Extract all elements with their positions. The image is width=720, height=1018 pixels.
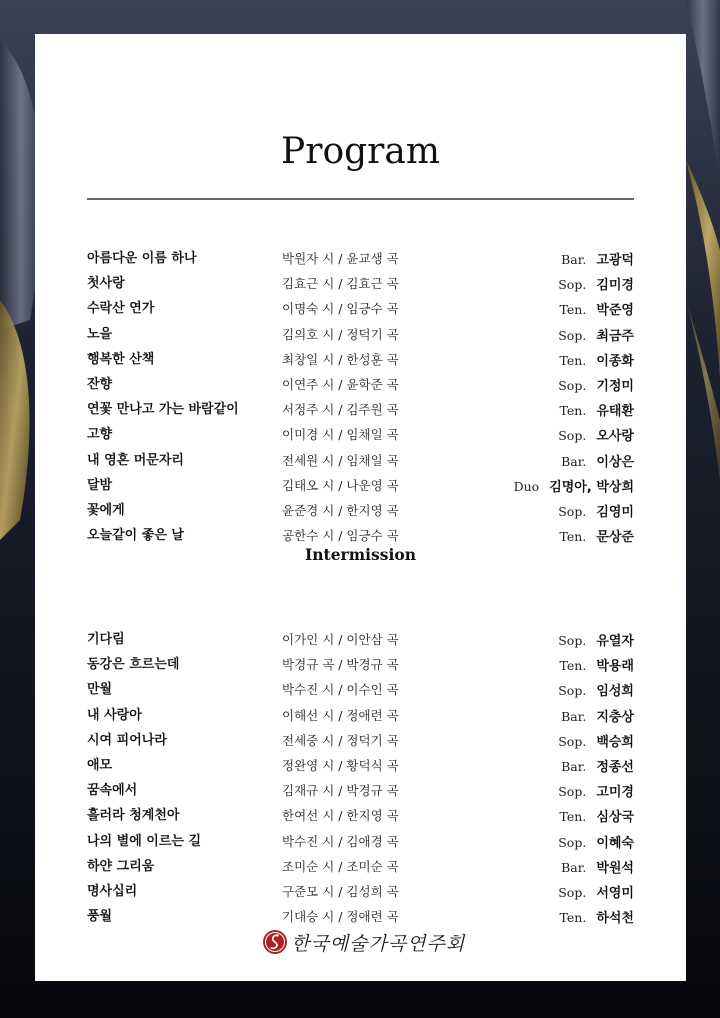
organization-logo bbox=[262, 924, 465, 960]
voice-type: Sop. bbox=[558, 784, 587, 800]
program-row bbox=[35, 879, 686, 904]
song-title: 흘러라 청계천아 bbox=[87, 808, 180, 824]
performer bbox=[558, 627, 634, 654]
performer bbox=[558, 829, 634, 856]
program-row bbox=[35, 448, 686, 473]
singer-name: 최금주 bbox=[596, 328, 634, 344]
poet-composer-credit: 전세중 시 / 정덕기 곡 bbox=[282, 732, 399, 748]
singer-name: 오사랑 bbox=[596, 429, 634, 445]
song-title: 애모 bbox=[87, 757, 113, 773]
poet-composer-credit: 박수진 시 / 김애경 곡 bbox=[282, 833, 399, 849]
singer-name: 박원석 bbox=[596, 860, 634, 876]
voice-type: Bar. bbox=[561, 453, 587, 469]
singer-name: 지충상 bbox=[596, 709, 634, 725]
poet-composer-credit: 박원자 시 / 윤교생 곡 bbox=[282, 251, 399, 266]
program-row bbox=[35, 498, 686, 523]
voice-type: Ten. bbox=[559, 910, 587, 926]
voice-type: Sop. bbox=[558, 884, 587, 900]
intermission-heading: Intermission bbox=[305, 545, 416, 564]
poet-composer-credit: 이명숙 시 / 임긍수 곡 bbox=[282, 301, 399, 317]
performer bbox=[561, 753, 634, 780]
singer-name: 고미경 bbox=[596, 785, 634, 801]
poet-composer-credit: 공한수 시 / 임긍수 곡 bbox=[282, 528, 399, 544]
program-row bbox=[35, 803, 686, 828]
singer-name: 백승희 bbox=[596, 734, 634, 750]
title-divider bbox=[87, 198, 634, 200]
program-row bbox=[35, 397, 686, 422]
song-title: 아름다운 이름 하나 bbox=[87, 251, 197, 266]
program-row bbox=[35, 246, 686, 271]
performer bbox=[558, 879, 634, 906]
performer bbox=[558, 728, 634, 755]
program-row bbox=[35, 296, 686, 321]
program-row bbox=[35, 778, 686, 803]
voice-type: Sop. bbox=[558, 428, 587, 444]
voice-type: Ten. bbox=[559, 302, 587, 318]
voice-type: Sop. bbox=[558, 733, 587, 749]
voice-type: Ten. bbox=[559, 403, 587, 419]
song-title: 잔향 bbox=[87, 376, 113, 392]
song-title: 나의 별에 이르는 길 bbox=[87, 833, 202, 849]
program-row bbox=[35, 347, 686, 372]
performer bbox=[558, 778, 634, 805]
song-title: 연꽃 만나고 가는 바람같이 bbox=[87, 402, 239, 418]
voice-type: Duo bbox=[513, 478, 540, 494]
song-title: 내 사랑아 bbox=[87, 707, 142, 723]
song-title: 만월 bbox=[87, 682, 113, 698]
poet-composer-credit: 이연주 시 / 윤학준 곡 bbox=[282, 376, 399, 392]
singer-name: 기정미 bbox=[596, 378, 634, 394]
voice-type: Ten. bbox=[559, 658, 587, 674]
performer bbox=[560, 652, 634, 679]
voice-type: Sop. bbox=[558, 377, 587, 393]
poet-composer-credit: 구준모 시 / 김성희 곡 bbox=[282, 883, 399, 899]
performer bbox=[560, 904, 634, 931]
poet-composer-credit: 박경규 곡 / 박경규 곡 bbox=[282, 657, 399, 673]
singer-name: 이혜숙 bbox=[596, 835, 634, 851]
performer bbox=[558, 498, 634, 525]
performer bbox=[558, 372, 634, 399]
song-title: 첫사랑 bbox=[87, 276, 125, 292]
program-row bbox=[35, 703, 686, 728]
program-row bbox=[35, 322, 686, 347]
singer-name: 김영미 bbox=[596, 504, 634, 520]
second-half-program bbox=[35, 627, 686, 929]
program-row bbox=[35, 854, 686, 879]
program-row bbox=[35, 473, 686, 498]
singer-name: 김명아, 박상희 bbox=[549, 479, 634, 495]
performer bbox=[560, 803, 634, 830]
performer bbox=[560, 347, 634, 374]
song-title: 기다림 bbox=[87, 632, 125, 647]
music-emblem-icon bbox=[262, 929, 288, 955]
poet-composer-credit: 김의호 시 / 정덕기 곡 bbox=[282, 326, 399, 342]
singer-name: 박준영 bbox=[596, 303, 634, 319]
song-title: 동강은 흐르는데 bbox=[87, 657, 180, 673]
song-title: 달밤 bbox=[87, 477, 113, 493]
song-title: 꽃에게 bbox=[87, 502, 125, 518]
voice-type: Bar. bbox=[561, 758, 587, 774]
song-title: 오늘같이 좋은 날 bbox=[87, 528, 184, 544]
singer-name: 이상은 bbox=[596, 454, 634, 470]
singer-name: 유열자 bbox=[596, 634, 634, 649]
voice-type: Sop. bbox=[558, 683, 587, 699]
singer-name: 심상국 bbox=[596, 810, 634, 826]
performer bbox=[561, 703, 634, 730]
performer bbox=[514, 473, 634, 500]
voice-type: Sop. bbox=[558, 503, 587, 519]
poet-composer-credit: 이미경 시 / 임채일 곡 bbox=[282, 427, 399, 443]
program-sheet bbox=[35, 34, 686, 981]
program-row bbox=[35, 753, 686, 778]
voice-type: Sop. bbox=[558, 633, 587, 648]
song-title: 내 영혼 머문자리 bbox=[87, 452, 184, 468]
program-row bbox=[35, 271, 686, 296]
singer-name: 하석천 bbox=[596, 911, 634, 927]
program-row bbox=[35, 728, 686, 753]
performer bbox=[561, 246, 634, 273]
singer-name: 문상준 bbox=[596, 530, 634, 546]
voice-type: Bar. bbox=[561, 859, 587, 875]
singer-name: 김미경 bbox=[596, 278, 634, 294]
poet-composer-credit: 김태오 시 / 나운영 곡 bbox=[282, 477, 399, 493]
poet-composer-credit: 한여선 시 / 한지영 곡 bbox=[282, 808, 399, 824]
voice-type: Ten. bbox=[559, 809, 587, 825]
poet-composer-credit: 김효근 시 / 김효근 곡 bbox=[282, 276, 399, 292]
poet-composer-credit: 박수진 시 / 이수인 곡 bbox=[282, 682, 399, 698]
singer-name: 정종선 bbox=[596, 759, 634, 775]
poet-composer-credit: 이가인 시 / 이안삼 곡 bbox=[282, 632, 399, 647]
poet-composer-credit: 서정주 시 / 김주원 곡 bbox=[282, 402, 399, 418]
poet-composer-credit: 기대승 시 / 정애련 곡 bbox=[282, 909, 399, 925]
singer-name: 이종화 bbox=[596, 353, 634, 369]
song-title: 수락산 연가 bbox=[87, 301, 155, 317]
performer bbox=[561, 854, 634, 881]
singer-name: 서영미 bbox=[596, 885, 634, 901]
voice-type: Bar. bbox=[561, 708, 587, 724]
song-title: 행복한 산책 bbox=[87, 351, 155, 367]
poet-composer-credit: 조미순 시 / 조미순 곡 bbox=[282, 858, 399, 874]
song-title: 노을 bbox=[87, 326, 113, 342]
program-row bbox=[35, 422, 686, 447]
poet-composer-credit: 김재규 시 / 박경규 곡 bbox=[282, 783, 399, 799]
poet-composer-credit: 윤준경 시 / 한지영 곡 bbox=[282, 502, 399, 518]
performer bbox=[558, 271, 634, 298]
poet-composer-credit: 최창일 시 / 한성훈 곡 bbox=[282, 351, 399, 367]
program-row bbox=[35, 627, 686, 652]
first-half-program bbox=[35, 246, 686, 548]
performer bbox=[558, 322, 634, 349]
program-row bbox=[35, 652, 686, 677]
song-title: 풍월 bbox=[87, 909, 113, 925]
program-row bbox=[35, 677, 686, 702]
singer-name: 고광덕 bbox=[596, 253, 634, 268]
song-title: 고향 bbox=[87, 427, 113, 443]
program-row bbox=[35, 829, 686, 854]
performer bbox=[560, 397, 634, 424]
voice-type: Ten. bbox=[559, 529, 587, 545]
performer bbox=[558, 422, 634, 449]
singer-name: 유태환 bbox=[596, 404, 634, 420]
voice-type: Sop. bbox=[558, 277, 587, 293]
singer-name: 박용래 bbox=[596, 659, 634, 675]
organization-name: 한국예술가곡연주회 bbox=[291, 932, 466, 955]
performer bbox=[558, 677, 634, 704]
performer bbox=[560, 296, 634, 323]
poet-composer-credit: 정완영 시 / 황덕식 곡 bbox=[282, 757, 399, 773]
program-row bbox=[35, 372, 686, 397]
performer bbox=[561, 448, 634, 475]
song-title: 꿈속에서 bbox=[87, 783, 138, 799]
poet-composer-credit: 전세원 시 / 임채일 곡 bbox=[282, 452, 399, 468]
singer-name: 임성희 bbox=[596, 684, 634, 700]
voice-type: Ten. bbox=[559, 352, 587, 368]
song-title: 시여 피어나라 bbox=[87, 732, 167, 748]
voice-type: Bar. bbox=[561, 252, 587, 267]
song-title: 하얀 그리움 bbox=[87, 858, 155, 874]
voice-type: Sop. bbox=[558, 834, 587, 850]
poet-composer-credit: 이해선 시 / 정애련 곡 bbox=[282, 707, 399, 723]
voice-type: Sop. bbox=[558, 327, 587, 343]
song-title: 명사십리 bbox=[87, 883, 138, 899]
page-title: Program bbox=[281, 131, 440, 172]
